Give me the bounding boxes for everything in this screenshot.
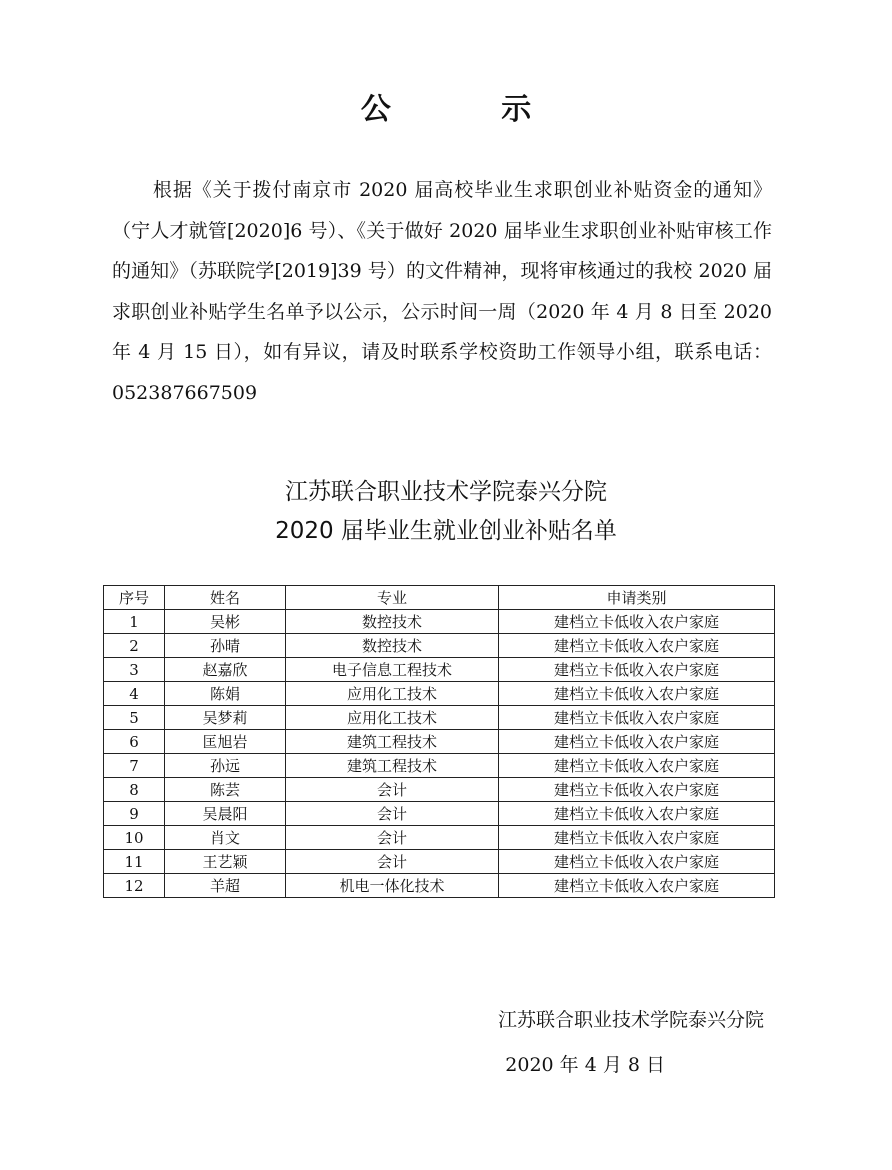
row-name: 吴晨阳 [165,802,286,826]
row-major: 数控技术 [286,634,499,658]
row-index: 5 [104,706,165,730]
notice-paragraph-text: 根据《关于拨付南京市 2020 届高校毕业生求职创业补贴资金的通知》（宁人才就管[2020]6 号）、《关于做好 2020 届毕业生求职创业补贴审核工作的通知》（苏联院学[2019]39 号）的文件精神，现将审核通过的我校 2020 届求职创业补贴学生名单予以公示，公示时间一周（2020 年 4 月 8 日至 2020 年 4 月 15 日），如有异议，请及时联系学校资助工作领导小组，联系电话：052387667509 [112,179,772,404]
table-row [104,874,775,898]
signature-date: 2020 年 4 月 8 日 [505,1054,665,1076]
row-major: 会计 [286,802,499,826]
row-category: 建档立卡低收入农户家庭 [499,826,775,850]
row-major: 建筑工程技术 [286,730,499,754]
table-row [104,778,775,802]
list-title-subsidy: 2020 届毕业生就业创业补贴名单 [275,518,617,544]
row-index: 8 [104,778,165,802]
row-category: 建档立卡低收入农户家庭 [499,682,775,706]
row-index: 2 [104,634,165,658]
row-major: 会计 [286,850,499,874]
row-category: 建档立卡低收入农户家庭 [499,634,775,658]
notice-paragraph [112,170,772,413]
row-name: 孙远 [165,754,286,778]
header-index: 序号 [104,586,165,610]
row-index: 3 [104,658,165,682]
row-category: 建档立卡低收入农户家庭 [499,658,775,682]
table-row [104,682,775,706]
row-name: 吴彬 [165,610,286,634]
row-name: 王艺颖 [165,850,286,874]
row-category: 建档立卡低收入农户家庭 [499,802,775,826]
row-index: 6 [104,730,165,754]
row-category: 建档立卡低收入农户家庭 [499,754,775,778]
table-row [104,754,775,778]
row-index: 9 [104,802,165,826]
row-name: 吴梦莉 [165,706,286,730]
row-category: 建档立卡低收入农户家庭 [499,706,775,730]
table-row [104,658,775,682]
row-major: 机电一体化技术 [286,874,499,898]
row-category: 建档立卡低收入农户家庭 [499,778,775,802]
row-major: 数控技术 [286,610,499,634]
row-name: 孙晴 [165,634,286,658]
row-name: 陈芸 [165,778,286,802]
table-row [104,850,775,874]
subsidy-roster-table [103,585,775,898]
row-major: 应用化工技术 [286,682,499,706]
row-name: 赵嘉欣 [165,658,286,682]
row-index: 10 [104,826,165,850]
row-index: 11 [104,850,165,874]
header-major: 专业 [286,586,499,610]
signature-organization: 江苏联合职业技术学院泰兴分院 [497,1009,764,1031]
row-index: 4 [104,682,165,706]
row-index: 7 [104,754,165,778]
row-major: 电子信息工程技术 [286,658,499,682]
row-category: 建档立卡低收入农户家庭 [499,874,775,898]
header-name: 姓名 [165,586,286,610]
row-major: 会计 [286,826,499,850]
row-major: 会计 [286,778,499,802]
header-category: 申请类别 [499,586,775,610]
table-row [104,634,775,658]
table-row [104,610,775,634]
table-body [104,610,775,898]
table-header-row [104,586,775,610]
table-row [104,802,775,826]
row-name: 匡旭岩 [165,730,286,754]
row-name: 肖文 [165,826,286,850]
row-major: 建筑工程技术 [286,754,499,778]
row-name: 陈娟 [165,682,286,706]
notice-title: 公 示 [360,92,582,127]
row-category: 建档立卡低收入农户家庭 [499,610,775,634]
row-name: 羊超 [165,874,286,898]
row-category: 建档立卡低收入农户家庭 [499,730,775,754]
list-title-school: 江苏联合职业技术学院泰兴分院 [285,479,607,505]
table-row [104,826,775,850]
row-major: 应用化工技术 [286,706,499,730]
row-index: 1 [104,610,165,634]
row-category: 建档立卡低收入农户家庭 [499,850,775,874]
row-index: 12 [104,874,165,898]
table-row [104,730,775,754]
table-row [104,706,775,730]
